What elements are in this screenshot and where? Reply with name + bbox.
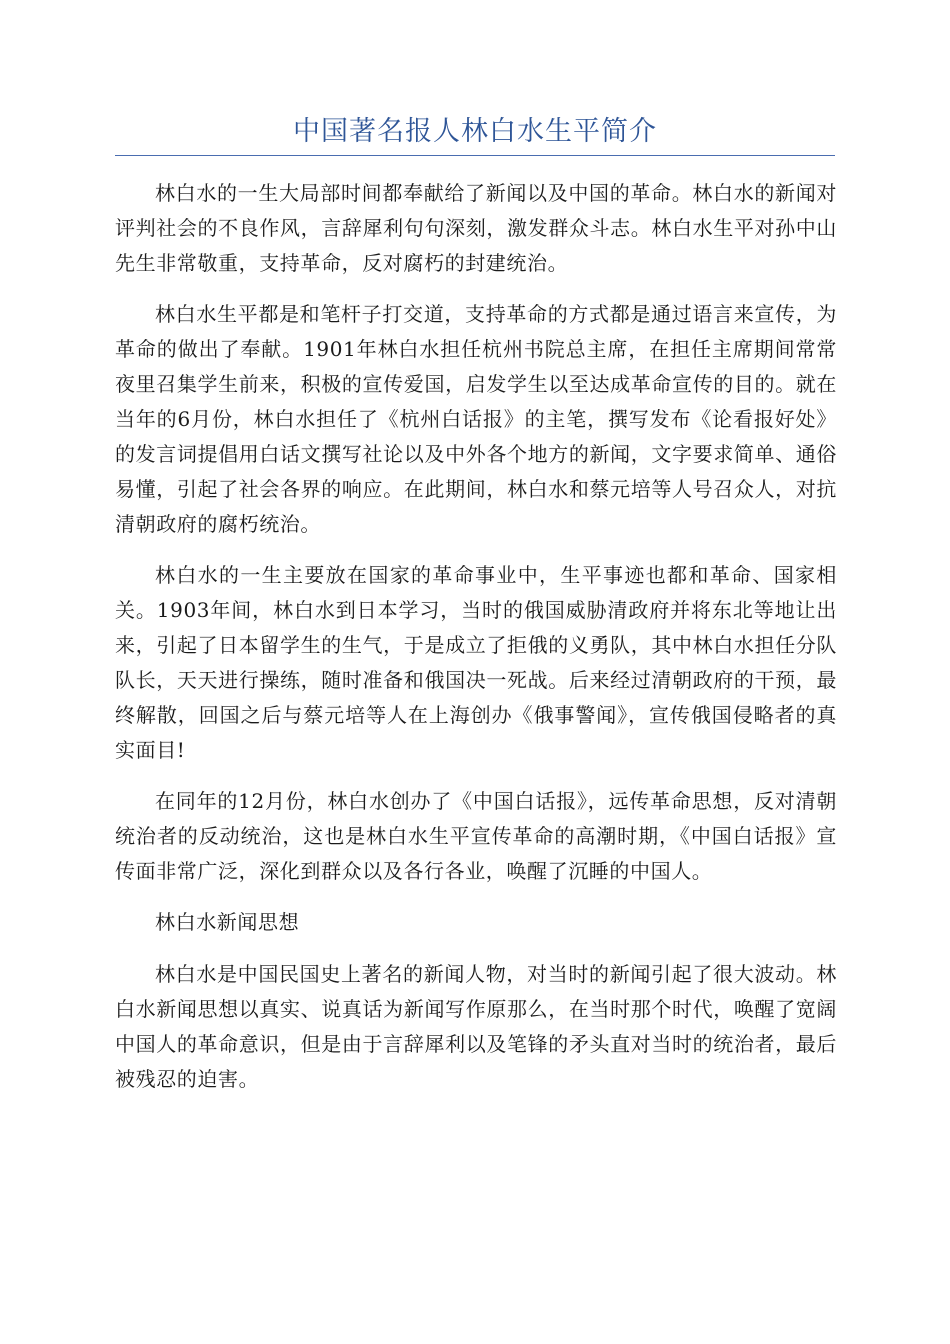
document-body <box>115 176 837 1113</box>
paragraph-2: 林白水生平都是和笔杆子打交道，支持革命的方式都是通过语言来宣传，为革命的做出了奉献。1901年林白水担任杭州书院总主席，在担任主席期间常常夜里召集学生前来，积极的宣传爱国，启发学生以至达成革命宣传的目的。就在当年的6月份，林白水担任了《杭州白话报》的主笔，撰写发布《论看报好处》的发言词提倡用白话文撰写社论以及中外各个地方的新闻，文字要求简单、通俗易懂，引起了社会各界的响应。在此期间，林白水和蔡元培等人号召众人，对抗清朝政府的腐朽统治。 <box>115 302 837 536</box>
paragraph-3: 林白水的一生主要放在国家的革命事业中，生平事迹也都和革命、国家相关。1903年间，林白水到日本学习，当时的俄国威胁清政府并将东北等地让出来，引起了日本留学生的生气，于是成立了拒俄的义勇队，其中林白水担任分队队长，天天进行操练，随时准备和俄国决一死战。后来经过清朝政府的干预，最终解散，回国之后与蔡元培等人在上海创办《俄事警闻》，宣传俄国侵略者的真实面目! <box>115 563 837 762</box>
paragraph-1: 林白水的一生大局部时间都奉献给了新闻以及中国的革命。林白水的新闻对评判社会的不良作风，言辞犀利句句深刻，激发群众斗志。林白水生平对孙中山先生非常敬重，支持革命，反对腐朽的封建统治。 <box>115 181 837 275</box>
section-heading: 林白水新闻思想 <box>155 910 300 934</box>
paragraph-4: 在同年的12月份，林白水创办了《中国白话报》，远传革命思想，反对清朝统治者的反动统治，这也是林白水生平宣传革命的高潮时期，《中国白话报》宣传面非常广泛，深化到群众以及各行各业，唤醒了沉睡的中国人。 <box>115 789 837 883</box>
paragraph-5: 林白水是中国民国史上著名的新闻人物，对当时的新闻引起了很大波动。林白水新闻思想以真实、说真话为新闻写作原那么，在当时那个时代，唤醒了宽阔中国人的革命意识，但是由于言辞犀利以及笔锋的矛头直对当时的统治者，最后被残忍的迫害。 <box>115 962 837 1091</box>
title-underline <box>115 155 835 156</box>
document-title: 中国著名报人林白水生平简介 <box>293 116 657 147</box>
